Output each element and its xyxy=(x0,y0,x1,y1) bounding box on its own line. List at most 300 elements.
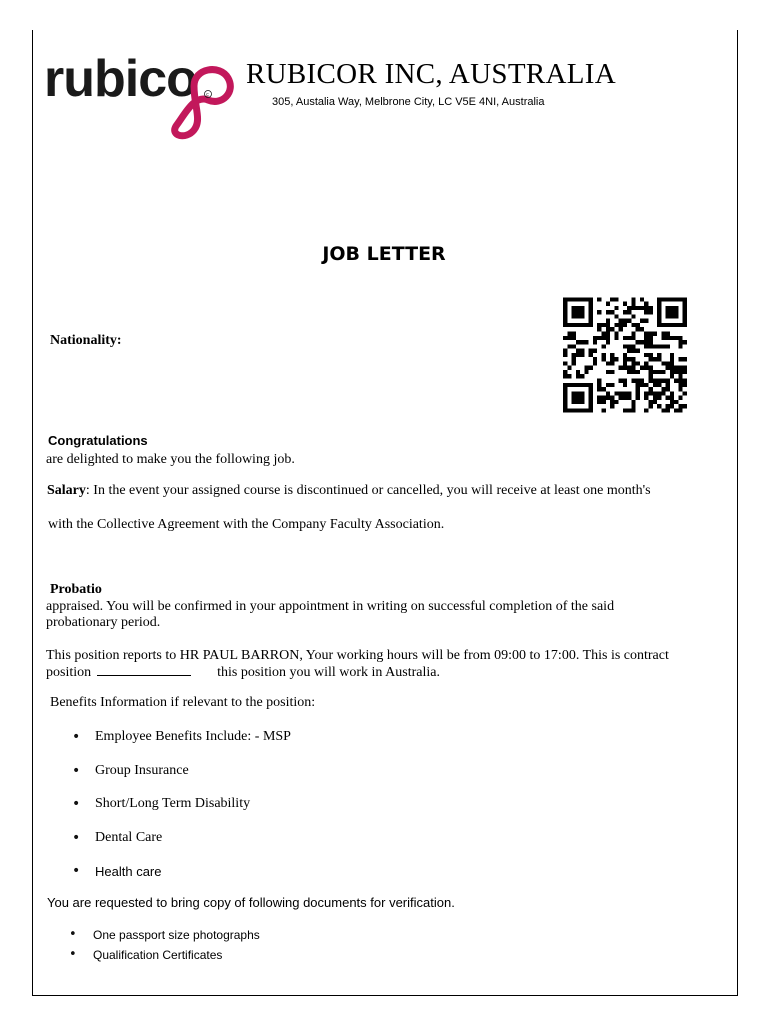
qr-module xyxy=(670,391,674,395)
qr-module xyxy=(606,336,610,340)
qr-module xyxy=(623,336,627,340)
qr-module xyxy=(589,314,593,318)
qr-module xyxy=(601,323,605,327)
qr-module xyxy=(636,391,640,395)
qr-module xyxy=(674,314,678,318)
qr-module xyxy=(593,336,597,340)
qr-module xyxy=(614,400,618,404)
qr-module xyxy=(601,331,605,335)
qr-module xyxy=(623,319,627,323)
qr-module xyxy=(631,400,635,404)
salary-text-2: with the Collective Agreement with the Company Faculty Association. xyxy=(48,517,445,532)
qr-module xyxy=(606,310,610,314)
qr-module xyxy=(636,349,640,353)
qr-module xyxy=(589,310,593,314)
salary-paragraph xyxy=(47,483,651,499)
qr-module xyxy=(678,297,682,301)
qr-module xyxy=(619,379,623,383)
qr-module xyxy=(674,297,678,301)
qr-module xyxy=(644,396,648,400)
qr-module xyxy=(567,331,571,335)
qr-module xyxy=(631,379,635,383)
qr-module xyxy=(623,310,627,314)
benefit-item: Employee Benefits Include: - MSP xyxy=(95,729,291,744)
qr-module xyxy=(563,404,567,408)
qr-module xyxy=(627,391,631,395)
qr-module xyxy=(674,400,678,404)
qr-module xyxy=(623,361,627,365)
qr-module xyxy=(606,323,610,327)
qr-module xyxy=(580,396,584,400)
qr-module xyxy=(631,344,635,348)
qr-module xyxy=(683,357,687,361)
qr-module xyxy=(563,306,567,310)
qr-module xyxy=(640,366,644,370)
qr-module xyxy=(563,336,567,340)
qr-module xyxy=(623,408,627,412)
qr-module xyxy=(589,297,593,301)
bullet-icon: • xyxy=(72,796,81,812)
qr-module xyxy=(610,383,614,387)
qr-module xyxy=(606,370,610,374)
qr-module xyxy=(623,396,627,400)
qr-module xyxy=(627,310,631,314)
qr-module xyxy=(657,297,661,301)
qr-module xyxy=(606,340,610,344)
qr-module xyxy=(666,366,670,370)
qr-module xyxy=(589,404,593,408)
qr-module xyxy=(627,349,631,353)
document-item: One passport size photographs xyxy=(93,928,260,942)
qr-module xyxy=(670,353,674,357)
qr-module xyxy=(623,379,627,383)
qr-module xyxy=(649,344,653,348)
qr-module xyxy=(636,306,640,310)
qr-module xyxy=(580,310,584,314)
qr-module xyxy=(593,357,597,361)
qr-module xyxy=(678,374,682,378)
qr-module xyxy=(589,302,593,306)
blank-fill-line xyxy=(97,663,191,676)
qr-module xyxy=(567,408,571,412)
qr-module xyxy=(683,340,687,344)
qr-module xyxy=(670,336,674,340)
qr-module xyxy=(589,349,593,353)
congratulations-text: are delighted to make you the following job. xyxy=(46,452,295,467)
qr-module xyxy=(563,387,567,391)
qr-module xyxy=(593,349,597,353)
reports-line-1: This position reports to HR PAUL BARRON, Your working hours will be from 09:00 to 17:00. This is contract xyxy=(46,648,669,663)
benefit-item: Dental Care xyxy=(95,830,163,845)
qr-module xyxy=(644,353,648,357)
qr-module xyxy=(631,357,635,361)
qr-module xyxy=(657,302,661,306)
qr-module xyxy=(666,408,670,412)
qr-module xyxy=(606,396,610,400)
qr-module xyxy=(670,310,674,314)
qr-module xyxy=(597,310,601,314)
qr-module xyxy=(580,374,584,378)
qr-module xyxy=(597,379,601,383)
qr-module xyxy=(580,340,584,344)
qr-module xyxy=(597,400,601,404)
qr-module xyxy=(666,314,670,318)
qr-module xyxy=(644,302,648,306)
qr-module xyxy=(589,408,593,412)
qr-module xyxy=(678,370,682,374)
bullet-icon: • xyxy=(72,863,81,879)
qr-module xyxy=(657,370,661,374)
qr-module xyxy=(623,366,627,370)
qr-module xyxy=(661,361,665,365)
qr-module xyxy=(589,323,593,327)
qr-module xyxy=(631,323,635,327)
qr-module xyxy=(683,302,687,306)
qr-module xyxy=(567,366,571,370)
qr-module xyxy=(678,344,682,348)
probation-heading: Probatio xyxy=(50,582,102,597)
qr-module xyxy=(649,374,653,378)
qr-module xyxy=(674,379,678,383)
qr-module xyxy=(589,306,593,310)
qr-module xyxy=(627,408,631,412)
qr-module xyxy=(666,383,670,387)
qr-module xyxy=(649,357,653,361)
qr-module xyxy=(627,306,631,310)
qr-module xyxy=(601,408,605,412)
svg-text:rubico: rubico xyxy=(44,50,197,108)
qr-module xyxy=(636,340,640,344)
nationality-label: Nationality: xyxy=(50,333,122,348)
bullet-icon: • xyxy=(69,947,77,962)
qr-module xyxy=(653,370,657,374)
qr-module xyxy=(572,400,576,404)
qr-module xyxy=(636,379,640,383)
qr-module xyxy=(631,370,635,374)
qr-module xyxy=(584,366,588,370)
qr-module xyxy=(644,319,648,323)
qr-module xyxy=(661,387,665,391)
qr-module xyxy=(683,383,687,387)
qr-module xyxy=(589,400,593,404)
qr-module xyxy=(653,383,657,387)
qr-module xyxy=(589,387,593,391)
qr-module xyxy=(636,370,640,374)
qr-module xyxy=(649,400,653,404)
qr-module xyxy=(670,404,674,408)
qr-module xyxy=(606,327,610,331)
qr-module xyxy=(563,374,567,378)
qr-module xyxy=(572,361,576,365)
qr-module xyxy=(606,319,610,323)
qr-module xyxy=(580,349,584,353)
qr-module xyxy=(567,344,571,348)
qr-module xyxy=(572,336,576,340)
qr-module xyxy=(670,374,674,378)
qr-module xyxy=(666,404,670,408)
qr-module xyxy=(636,396,640,400)
qr-module xyxy=(678,396,682,400)
qr-module xyxy=(572,310,576,314)
qr-module xyxy=(670,314,674,318)
qr-module xyxy=(572,353,576,357)
qr-module xyxy=(674,366,678,370)
qr-module xyxy=(576,396,580,400)
qr-module xyxy=(644,340,648,344)
qr-module xyxy=(683,306,687,310)
qr-module xyxy=(572,408,576,412)
qr-module xyxy=(614,357,618,361)
page-border-right xyxy=(737,30,738,996)
page-border-left xyxy=(32,30,33,996)
qr-module xyxy=(563,319,567,323)
qr-module xyxy=(674,370,678,374)
qr-module xyxy=(666,306,670,310)
qr-module xyxy=(644,331,648,335)
qr-module xyxy=(640,306,644,310)
qr-code xyxy=(563,297,687,413)
qr-module xyxy=(649,310,653,314)
qr-module xyxy=(683,297,687,301)
qr-module xyxy=(623,302,627,306)
qr-module xyxy=(619,327,623,331)
qr-module xyxy=(649,370,653,374)
qr-module xyxy=(619,366,623,370)
qr-module xyxy=(572,306,576,310)
qr-module xyxy=(649,353,653,357)
qr-module xyxy=(683,314,687,318)
qr-module xyxy=(563,370,567,374)
qr-module xyxy=(606,391,610,395)
qr-module xyxy=(683,370,687,374)
benefit-item: Health care xyxy=(95,864,162,879)
qr-module xyxy=(597,383,601,387)
qr-module xyxy=(683,310,687,314)
qr-module xyxy=(649,404,653,408)
qr-module xyxy=(610,310,614,314)
qr-module xyxy=(601,400,605,404)
qr-module xyxy=(640,319,644,323)
qr-module xyxy=(657,314,661,318)
company-address: 305, Austalia Way, Melbrone City, LC V5E 4NI, Australia xyxy=(272,96,545,108)
qr-module xyxy=(653,391,657,395)
bullet-icon: • xyxy=(72,729,81,745)
qr-module xyxy=(657,396,661,400)
reports-position-prefix: position xyxy=(46,665,92,680)
qr-module xyxy=(674,336,678,340)
qr-module xyxy=(572,396,576,400)
qr-module xyxy=(644,408,648,412)
qr-module xyxy=(683,404,687,408)
qr-module xyxy=(666,344,670,348)
qr-module xyxy=(589,391,593,395)
qr-module xyxy=(563,302,567,306)
qr-module xyxy=(644,391,648,395)
qr-module xyxy=(610,370,614,374)
qr-module xyxy=(614,297,618,301)
qr-module xyxy=(657,379,661,383)
qr-module xyxy=(576,374,580,378)
qr-module xyxy=(567,336,571,340)
qr-module xyxy=(567,374,571,378)
qr-module xyxy=(649,391,653,395)
company-name: RUBICOR INC, AUSTRALIA xyxy=(246,58,616,90)
qr-module xyxy=(606,361,610,365)
qr-module xyxy=(678,408,682,412)
qr-module xyxy=(653,357,657,361)
qr-module xyxy=(623,344,627,348)
qr-module xyxy=(674,408,678,412)
qr-module xyxy=(576,391,580,395)
qr-module xyxy=(572,323,576,327)
qr-module xyxy=(614,391,618,395)
qr-module xyxy=(606,302,610,306)
qr-module xyxy=(670,323,674,327)
qr-module xyxy=(657,344,661,348)
qr-module xyxy=(653,379,657,383)
qr-module xyxy=(580,323,584,327)
qr-module xyxy=(614,331,618,335)
qr-module xyxy=(580,314,584,318)
qr-module xyxy=(644,366,648,370)
qr-module xyxy=(589,383,593,387)
qr-module xyxy=(576,306,580,310)
qr-module xyxy=(614,323,618,327)
qr-module xyxy=(563,349,567,353)
qr-module xyxy=(563,396,567,400)
qr-module xyxy=(576,310,580,314)
document-item: Qualification Certificates xyxy=(93,948,223,962)
qr-module xyxy=(601,353,605,357)
qr-module xyxy=(640,379,644,383)
qr-module xyxy=(683,319,687,323)
qr-module xyxy=(597,297,601,301)
qr-module xyxy=(627,336,631,340)
qr-module xyxy=(640,383,644,387)
qr-module xyxy=(623,383,627,387)
qr-module xyxy=(567,383,571,387)
qr-module xyxy=(627,357,631,361)
qr-module xyxy=(631,361,635,365)
qr-module xyxy=(666,396,670,400)
qr-module xyxy=(670,400,674,404)
qr-module xyxy=(601,396,605,400)
qr-module xyxy=(644,336,648,340)
qr-module xyxy=(653,331,657,335)
qr-module xyxy=(563,310,567,314)
qr-module xyxy=(666,323,670,327)
qr-module xyxy=(593,361,597,365)
bullet-icon: • xyxy=(72,763,81,779)
qr-module xyxy=(670,297,674,301)
qr-module xyxy=(683,323,687,327)
qr-module xyxy=(631,297,635,301)
qr-module xyxy=(576,349,580,353)
qr-module xyxy=(644,361,648,365)
qr-module xyxy=(666,379,670,383)
qr-module xyxy=(636,323,640,327)
benefits-intro: Benefits Information if relevant to the position: xyxy=(50,695,316,710)
qr-module xyxy=(670,361,674,365)
qr-module xyxy=(563,297,567,301)
qr-module xyxy=(631,349,635,353)
qr-module xyxy=(610,361,614,365)
qr-module xyxy=(593,340,597,344)
page-border-bottom xyxy=(32,995,738,996)
qr-module xyxy=(674,323,678,327)
probation-line-1: appraised. You will be confirmed in your appointment in writing on successful completion of the said xyxy=(46,599,615,614)
qr-module xyxy=(657,353,661,357)
qr-module xyxy=(678,379,682,383)
qr-module xyxy=(644,383,648,387)
qr-module xyxy=(567,297,571,301)
qr-module xyxy=(601,357,605,361)
qr-module xyxy=(619,396,623,400)
qr-module xyxy=(572,331,576,335)
qr-module xyxy=(678,357,682,361)
qr-module xyxy=(610,353,614,357)
qr-module xyxy=(670,306,674,310)
qr-module xyxy=(606,331,610,335)
qr-module xyxy=(640,327,644,331)
qr-module xyxy=(674,310,678,314)
qr-module xyxy=(631,404,635,408)
qr-module xyxy=(597,327,601,331)
qr-module xyxy=(649,379,653,383)
qr-module xyxy=(584,340,588,344)
qr-module xyxy=(653,396,657,400)
qr-module xyxy=(576,408,580,412)
qr-module xyxy=(563,323,567,327)
qr-module xyxy=(601,336,605,340)
benefit-item: Short/Long Term Disability xyxy=(95,796,251,811)
qr-module xyxy=(584,297,588,301)
qr-module xyxy=(631,408,635,412)
qr-module xyxy=(636,383,640,387)
qr-module xyxy=(576,314,580,318)
qr-module xyxy=(657,357,661,361)
qr-module xyxy=(627,366,631,370)
qr-module xyxy=(563,314,567,318)
qr-module xyxy=(640,340,644,344)
qr-module xyxy=(678,404,682,408)
qr-module xyxy=(610,357,614,361)
qr-module xyxy=(657,319,661,323)
qr-module xyxy=(653,344,657,348)
qr-module xyxy=(631,331,635,335)
qr-module xyxy=(636,387,640,391)
qr-module xyxy=(572,314,576,318)
qr-module xyxy=(631,314,635,318)
qr-module xyxy=(666,387,670,391)
qr-module xyxy=(657,383,661,387)
qr-module xyxy=(657,310,661,314)
qr-module xyxy=(610,396,614,400)
qr-module xyxy=(584,370,588,374)
qr-module xyxy=(601,344,605,348)
documents-intro: You are requested to bring copy of following documents for verification. xyxy=(47,895,455,910)
qr-module xyxy=(580,391,584,395)
qr-module xyxy=(580,408,584,412)
qr-module xyxy=(614,314,618,318)
qr-module xyxy=(661,370,665,374)
qr-module xyxy=(597,336,601,340)
qr-module xyxy=(610,404,614,408)
document-title: JOB LETTER xyxy=(322,243,446,265)
qr-module xyxy=(576,383,580,387)
qr-module xyxy=(627,344,631,348)
qr-module xyxy=(623,391,627,395)
